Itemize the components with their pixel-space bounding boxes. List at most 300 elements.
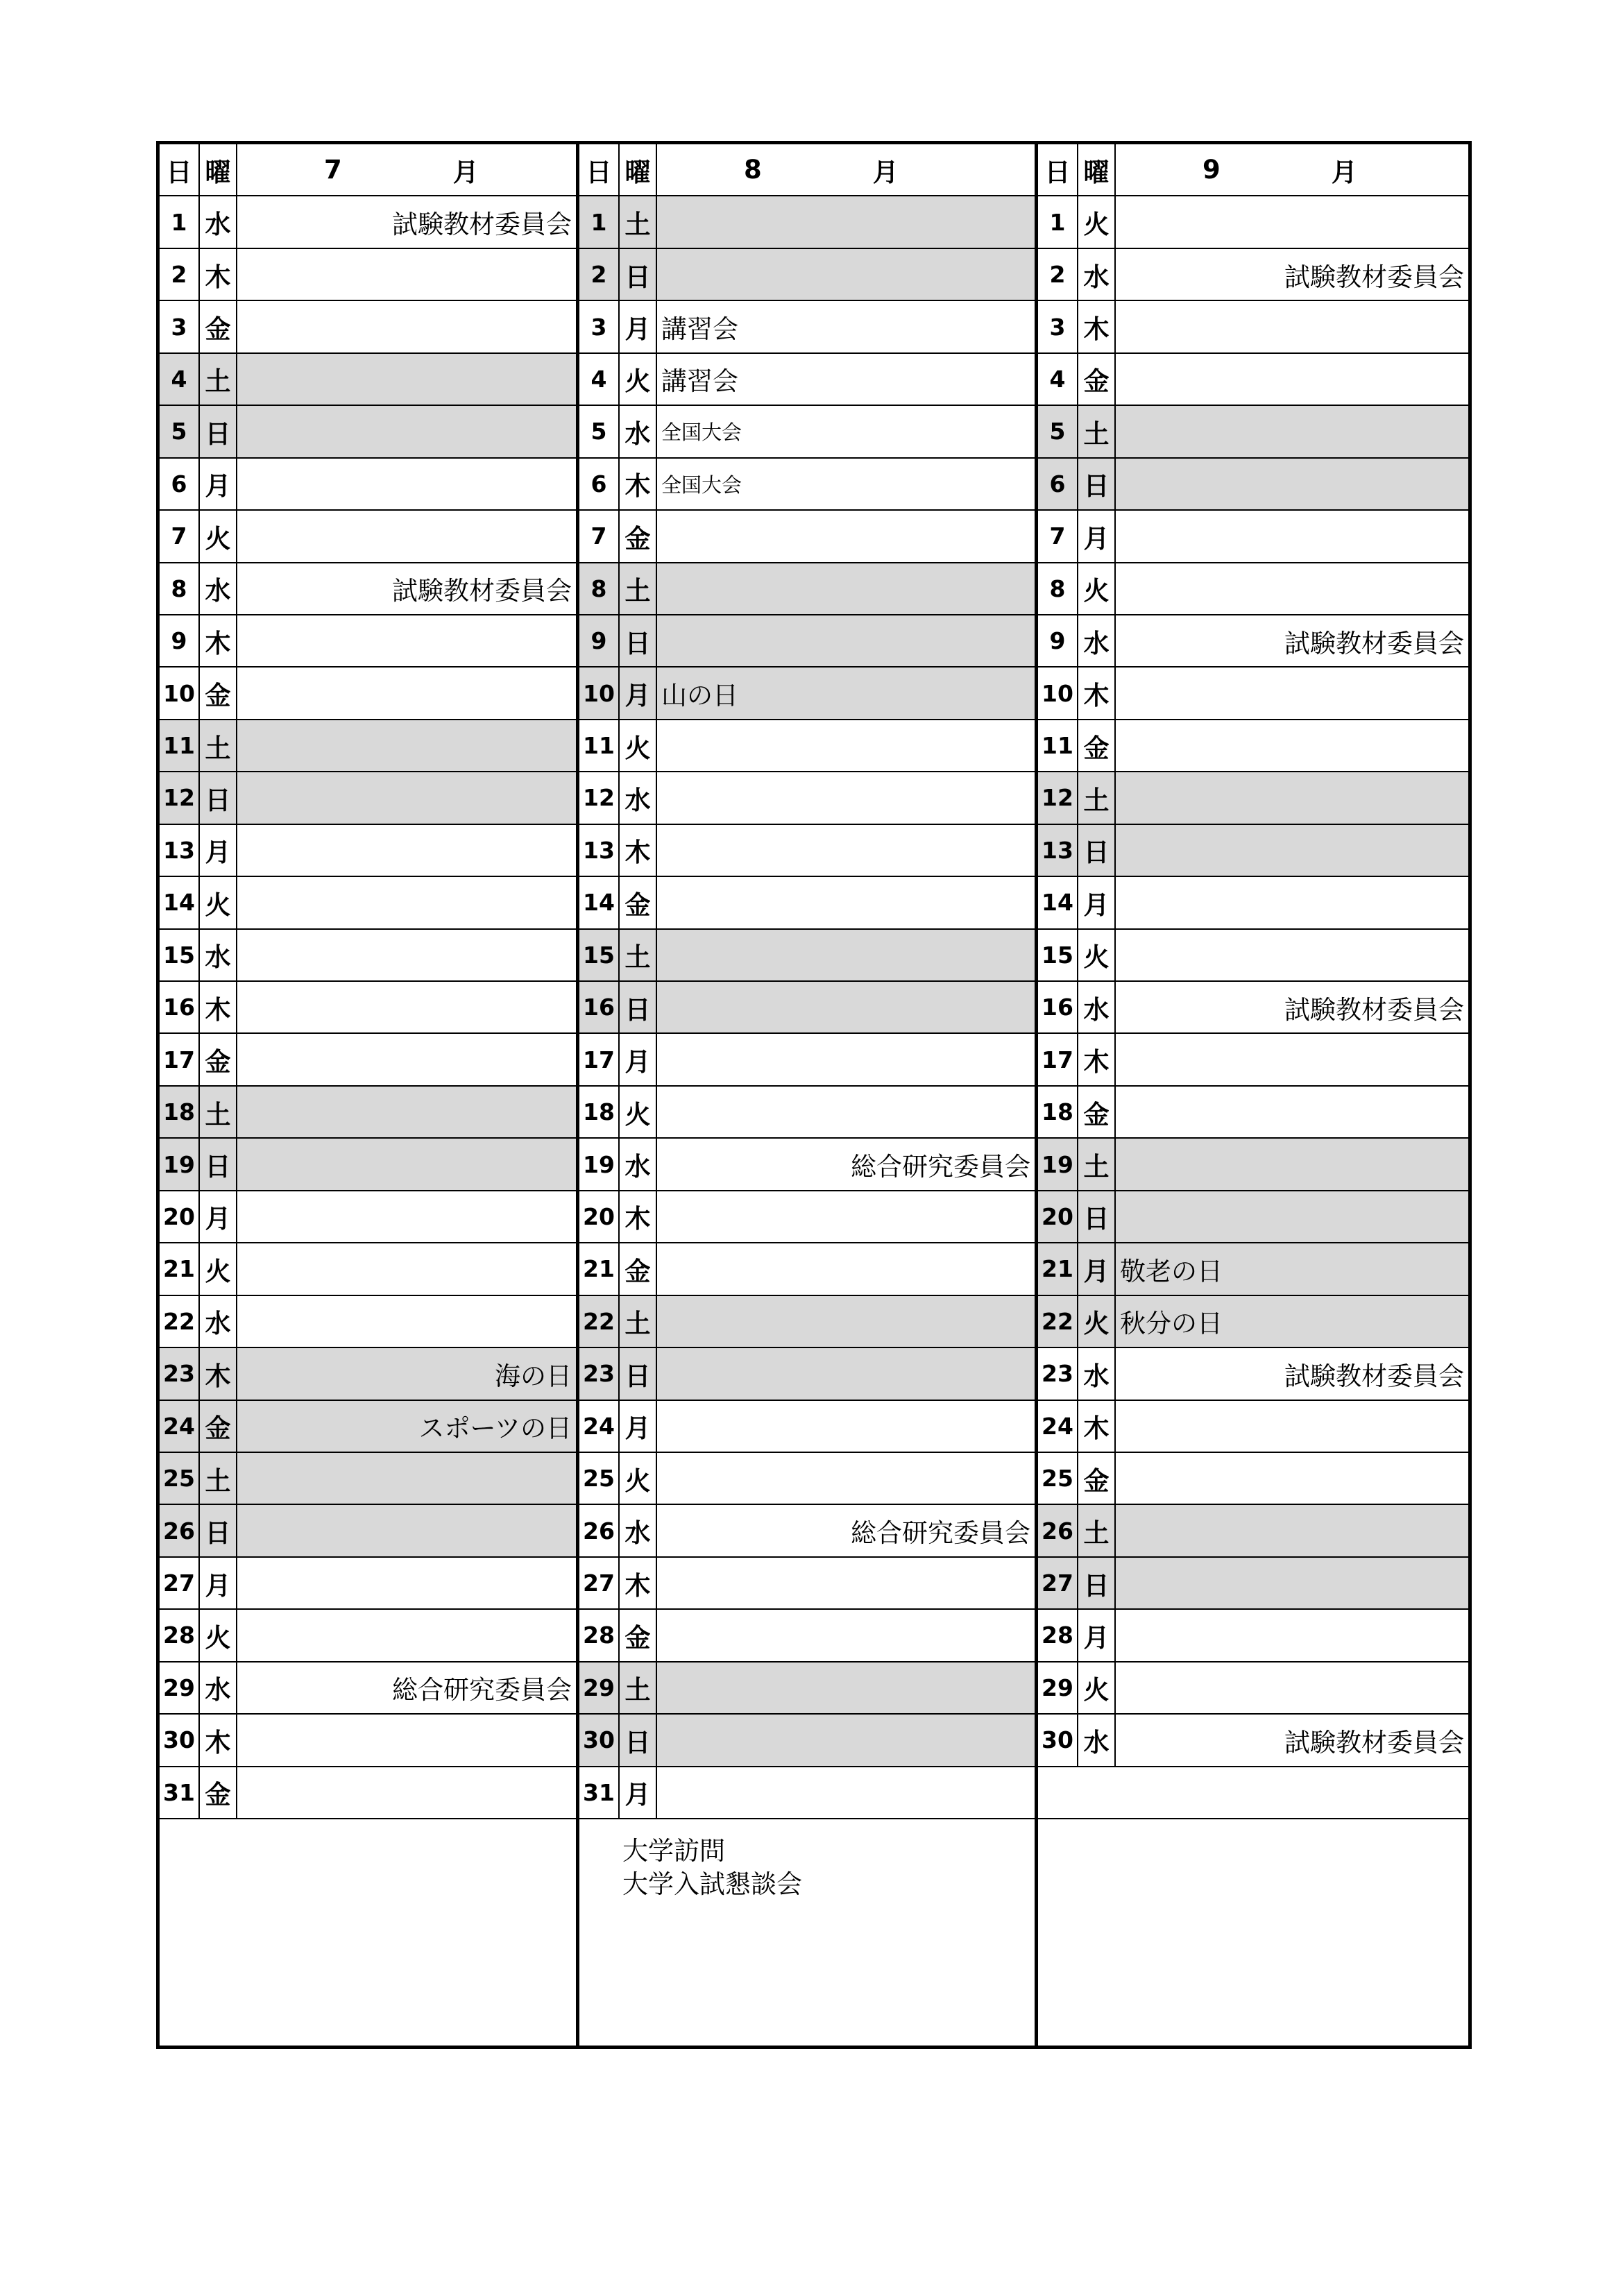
day-number: 29 [1038,1663,1078,1715]
event-cell [1116,877,1468,929]
day-of-week: 金 [200,1767,237,1819]
header-day-label: 日 [1038,144,1078,196]
day-number: 9 [1038,615,1078,667]
event-cell [657,772,1038,824]
event-cell [1116,1610,1468,1662]
notes-list [579,1819,802,1901]
day-of-week: 木 [620,459,657,511]
event-cell [657,563,1038,615]
day-of-week: 土 [620,196,657,248]
event-cell [237,1505,579,1557]
event-cell: 敬老の日 [1116,1243,1468,1295]
day-number: 27 [160,1558,200,1610]
day-of-week: 火 [1078,930,1116,982]
day-of-week: 水 [1078,615,1116,667]
day-number: 26 [160,1505,200,1557]
day-number: 28 [1038,1610,1078,1662]
notes-cell-7 [160,1819,579,2046]
day-number: 7 [579,511,620,563]
event-cell [237,667,579,720]
event-cell [1116,720,1468,772]
day-number: 30 [579,1715,620,1767]
day-number: 30 [160,1715,200,1767]
event-cell [1116,1191,1468,1243]
event-cell [1116,1401,1468,1453]
day-of-week: 火 [200,877,237,929]
event-cell [1116,667,1468,720]
day-number: 31 [160,1767,200,1819]
month-suffix: 月 [872,157,899,187]
day-number: 9 [160,615,200,667]
day-of-week: 月 [1078,511,1116,563]
day-of-week: 木 [200,249,237,301]
day-of-week: 水 [1078,1348,1116,1400]
day-of-week: 水 [620,406,657,458]
day-number: 27 [1038,1558,1078,1610]
day-number: 24 [160,1401,200,1453]
event-cell [657,1767,1038,1819]
day-of-week: 月 [200,1558,237,1610]
day-number: 17 [160,1034,200,1086]
event-cell [1116,1087,1468,1139]
day-number: 5 [579,406,620,458]
event-cell [237,1610,579,1662]
header-dow-label: 曜 [1078,144,1116,196]
day-number: 21 [1038,1243,1078,1295]
day-number: 30 [1038,1715,1078,1767]
day-number: 10 [160,667,200,720]
event-cell [237,1296,579,1348]
day-number: 1 [579,196,620,248]
day-of-week: 火 [200,1243,237,1295]
day-of-week: 木 [200,1348,237,1400]
event-cell [237,877,579,929]
event-cell [657,877,1038,929]
notes-cell-9 [1038,1819,1468,2046]
event-cell [1116,1558,1468,1610]
event-cell: 海の日 [237,1348,579,1400]
event-cell: スポーツの日 [237,1401,579,1453]
event-cell: 全国大会 [657,459,1038,511]
event-cell [237,1715,579,1767]
event-cell [657,1715,1038,1767]
day-number: 23 [579,1348,620,1400]
day-of-week: 月 [200,1191,237,1243]
day-of-week: 日 [1078,459,1116,511]
day-number: 26 [1038,1505,1078,1557]
day-number: 13 [160,825,200,877]
day-of-week: 水 [1078,982,1116,1034]
calendar-grid [156,141,1472,2049]
event-cell: 山の日 [657,667,1038,720]
day-number: 11 [1038,720,1078,772]
day-of-week: 金 [200,301,237,353]
day-of-week: 木 [200,615,237,667]
event-cell [237,354,579,406]
month-header-8 [657,144,1038,196]
event-cell [1116,354,1468,406]
day-of-week: 土 [620,1296,657,1348]
day-number: 17 [579,1034,620,1086]
event-cell [657,1663,1038,1715]
day-of-week: 土 [1078,406,1116,458]
day-of-week: 水 [620,1505,657,1557]
day-of-week: 金 [200,667,237,720]
event-cell [1116,825,1468,877]
day-number: 7 [1038,511,1078,563]
event-cell [1116,1139,1468,1191]
day-of-week: 日 [620,249,657,301]
day-number: 14 [579,877,620,929]
event-cell [237,301,579,353]
event-cell [1116,563,1468,615]
event-cell [237,982,579,1034]
event-cell: 講習会 [657,354,1038,406]
event-cell [657,1296,1038,1348]
day-number: 29 [579,1663,620,1715]
day-of-week: 金 [1078,720,1116,772]
day-number: 22 [1038,1296,1078,1348]
day-of-week: 火 [1078,1663,1116,1715]
day-of-week: 日 [1078,1558,1116,1610]
event-cell [657,1348,1038,1400]
day-number: 13 [579,825,620,877]
day-of-week: 月 [200,459,237,511]
event-cell: 試験教材委員会 [1116,982,1468,1034]
day-number: 20 [579,1191,620,1243]
notes-list [160,1819,203,1835]
event-cell [237,930,579,982]
day-number: 28 [579,1610,620,1662]
event-cell [1116,511,1468,563]
day-number: 18 [1038,1087,1078,1139]
day-of-week: 月 [620,1767,657,1819]
event-cell: 試験教材委員会 [1116,1348,1468,1400]
day-of-week: 日 [200,772,237,824]
event-cell [237,1087,579,1139]
day-number: 21 [160,1243,200,1295]
day-number: 24 [579,1401,620,1453]
day-of-week: 土 [1078,1505,1116,1557]
day-number: 8 [579,563,620,615]
day-number: 2 [579,249,620,301]
day-of-week: 水 [200,196,237,248]
event-cell: 試験教材委員会 [1116,249,1468,301]
event-cell [237,1453,579,1505]
day-number: 16 [579,982,620,1034]
day-number: 5 [160,406,200,458]
day-of-week: 水 [1078,1715,1116,1767]
day-of-week: 火 [1078,1296,1116,1348]
day-of-week: 日 [620,982,657,1034]
header-day-label: 日 [160,144,200,196]
day-of-week: 木 [1078,1034,1116,1086]
event-cell [657,982,1038,1034]
day-of-week: 月 [620,667,657,720]
note-line: 大学入試懇談会 [622,1869,802,1899]
event-cell [657,1243,1038,1295]
day-number: 1 [1038,196,1078,248]
event-cell [657,930,1038,982]
day-of-week: 日 [620,615,657,667]
day-of-week: 火 [1078,563,1116,615]
day-number: 16 [160,982,200,1034]
event-cell: 講習会 [657,301,1038,353]
day-number: 20 [1038,1191,1078,1243]
event-cell [237,825,579,877]
day-number: 12 [160,772,200,824]
day-number: 12 [1038,772,1078,824]
day-number: 2 [160,249,200,301]
day-of-week: 月 [620,1034,657,1086]
day-number: 28 [160,1610,200,1662]
day-of-week: 土 [200,1453,237,1505]
day-of-week: 木 [620,825,657,877]
day-of-week: 火 [1078,196,1116,248]
day-number: 16 [1038,982,1078,1034]
day-of-week: 日 [620,1715,657,1767]
event-cell [657,196,1038,248]
day-number: 3 [1038,301,1078,353]
day-number: 5 [1038,406,1078,458]
month-header-7 [237,144,579,196]
day-number: 23 [1038,1348,1078,1400]
day-of-week: 火 [620,354,657,406]
day-of-week: 火 [620,1087,657,1139]
event-cell [1116,930,1468,982]
event-cell: 試験教材委員会 [237,196,579,248]
day-of-week: 月 [1078,1243,1116,1295]
day-of-week: 金 [620,877,657,929]
day-number: 23 [160,1348,200,1400]
day-of-week: 金 [620,1243,657,1295]
day-number: 4 [1038,354,1078,406]
day-of-week: 火 [200,1610,237,1662]
day-of-week: 金 [200,1401,237,1453]
event-cell [237,1034,579,1086]
day-of-week: 金 [620,1610,657,1662]
day-number: 13 [1038,825,1078,877]
day-of-week: 火 [620,720,657,772]
header-day-label: 日 [579,144,620,196]
day-of-week: 木 [620,1558,657,1610]
event-cell [1116,772,1468,824]
day-of-week: 火 [200,511,237,563]
day-number: 6 [579,459,620,511]
day-number: 31 [579,1767,620,1819]
day-number: 12 [579,772,620,824]
day-of-week: 土 [200,1087,237,1139]
day-of-week: 日 [200,406,237,458]
day-of-week: 木 [1078,301,1116,353]
event-cell [1116,1505,1468,1557]
day-number: 26 [579,1505,620,1557]
event-cell [657,1401,1038,1453]
day-of-week: 水 [620,772,657,824]
event-cell [237,720,579,772]
day-number: 8 [1038,563,1078,615]
event-cell: 総合研究委員会 [657,1505,1038,1557]
event-cell [657,1034,1038,1086]
event-cell: 試験教材委員会 [237,563,579,615]
day-number: 6 [1038,459,1078,511]
day-number: 25 [1038,1453,1078,1505]
event-cell [237,249,579,301]
day-of-week: 月 [1078,877,1116,929]
day-of-week: 日 [620,1348,657,1400]
day-of-week: 木 [620,1191,657,1243]
day-of-week: 日 [1078,825,1116,877]
day-number: 2 [1038,249,1078,301]
event-cell [657,615,1038,667]
empty-cell [1038,1767,1468,1819]
header-dow-label: 曜 [200,144,237,196]
day-number: 18 [579,1087,620,1139]
event-cell [237,1191,579,1243]
day-of-week: 土 [620,1663,657,1715]
day-of-week: 月 [620,1401,657,1453]
event-cell [237,1767,579,1819]
event-cell [237,406,579,458]
day-number: 10 [1038,667,1078,720]
day-of-week: 金 [200,1034,237,1086]
event-cell [237,511,579,563]
day-of-week: 土 [1078,1139,1116,1191]
note-line: 大学訪問 [622,1836,725,1866]
day-of-week: 金 [1078,1087,1116,1139]
day-number: 8 [160,563,200,615]
event-cell [237,1243,579,1295]
day-number: 14 [160,877,200,929]
month-number: 9 [1203,155,1221,185]
day-number: 25 [579,1453,620,1505]
day-number: 27 [579,1558,620,1610]
event-cell: 秋分の日 [1116,1296,1468,1348]
day-of-week: 土 [200,354,237,406]
event-cell [237,459,579,511]
day-number: 29 [160,1663,200,1715]
notes-cell-8 [579,1819,1038,2046]
day-of-week: 木 [1078,1401,1116,1453]
event-cell [1116,1034,1468,1086]
day-number: 18 [160,1087,200,1139]
day-of-week: 水 [200,1663,237,1715]
event-cell [657,1087,1038,1139]
event-cell [657,825,1038,877]
day-of-week: 水 [200,930,237,982]
event-cell: 試験教材委員会 [1116,615,1468,667]
day-number: 10 [579,667,620,720]
event-cell [657,1558,1038,1610]
day-of-week: 木 [1078,667,1116,720]
day-number: 3 [579,301,620,353]
day-of-week: 土 [620,563,657,615]
notes-list [1038,1819,1081,1835]
day-of-week: 月 [620,301,657,353]
day-of-week: 木 [200,982,237,1034]
day-number: 9 [579,615,620,667]
event-cell: 試験教材委員会 [1116,1715,1468,1767]
day-number: 4 [160,354,200,406]
day-number: 14 [1038,877,1078,929]
month-header-9 [1116,144,1468,196]
day-number: 11 [579,720,620,772]
event-cell [657,1453,1038,1505]
day-of-week: 土 [200,720,237,772]
day-number: 19 [1038,1139,1078,1191]
event-cell [1116,459,1468,511]
event-cell [657,511,1038,563]
day-number: 4 [579,354,620,406]
day-of-week: 木 [200,1715,237,1767]
day-of-week: 日 [200,1139,237,1191]
day-number: 20 [160,1191,200,1243]
month-suffix: 月 [452,157,479,187]
day-of-week: 日 [200,1505,237,1557]
event-cell: 総合研究委員会 [237,1663,579,1715]
event-cell [1116,1453,1468,1505]
day-of-week: 水 [200,563,237,615]
day-number: 15 [1038,930,1078,982]
day-number: 15 [160,930,200,982]
day-of-week: 金 [620,511,657,563]
month-number: 8 [744,155,762,185]
day-number: 21 [579,1243,620,1295]
day-of-week: 土 [1078,772,1116,824]
day-number: 24 [1038,1401,1078,1453]
day-number: 22 [579,1296,620,1348]
day-of-week: 水 [1078,249,1116,301]
event-cell [237,1558,579,1610]
month-number: 7 [324,155,342,185]
day-of-week: 水 [620,1139,657,1191]
day-of-week: 月 [200,825,237,877]
event-cell [657,249,1038,301]
day-number: 19 [579,1139,620,1191]
event-cell: 総合研究委員会 [657,1139,1038,1191]
day-number: 17 [1038,1034,1078,1086]
event-cell [1116,301,1468,353]
day-of-week: 日 [1078,1191,1116,1243]
day-number: 1 [160,196,200,248]
day-number: 6 [160,459,200,511]
day-of-week: 金 [1078,1453,1116,1505]
day-number: 22 [160,1296,200,1348]
event-cell [657,1191,1038,1243]
event-cell [657,1610,1038,1662]
day-number: 3 [160,301,200,353]
event-cell [237,615,579,667]
event-cell [237,1139,579,1191]
event-cell [237,772,579,824]
event-cell [1116,1663,1468,1715]
day-of-week: 水 [200,1296,237,1348]
day-number: 7 [160,511,200,563]
event-cell: 全国大会 [657,406,1038,458]
event-cell [1116,196,1468,248]
event-cell [1116,406,1468,458]
day-number: 25 [160,1453,200,1505]
header-dow-label: 曜 [620,144,657,196]
day-number: 15 [579,930,620,982]
day-number: 11 [160,720,200,772]
day-of-week: 月 [1078,1610,1116,1662]
day-of-week: 金 [1078,354,1116,406]
day-number: 19 [160,1139,200,1191]
month-suffix: 月 [1331,157,1357,187]
day-of-week: 土 [620,930,657,982]
event-cell [657,720,1038,772]
